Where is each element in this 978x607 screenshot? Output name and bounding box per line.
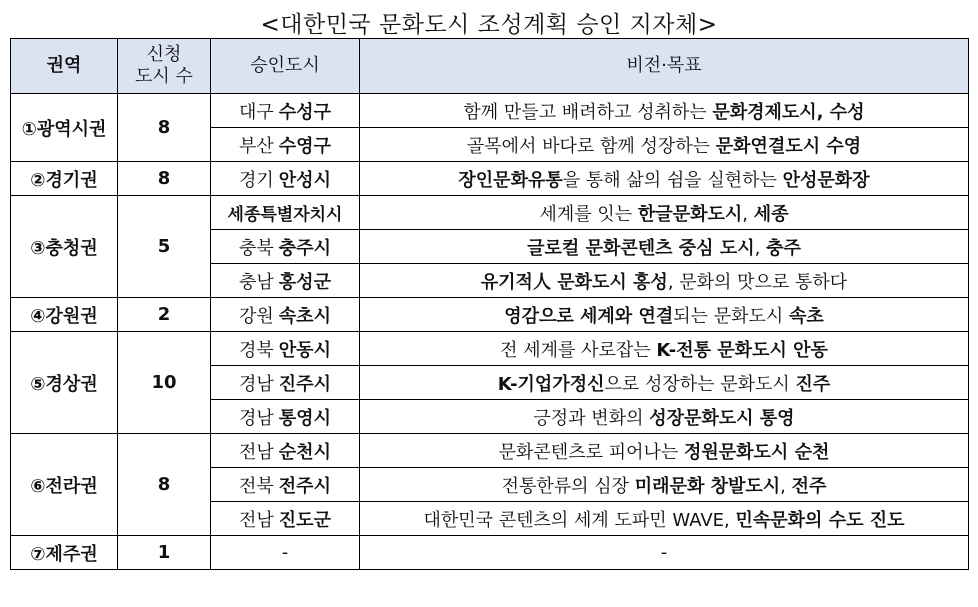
city-name: 수성구: [278, 101, 331, 123]
city-name: 진주시: [278, 373, 331, 395]
vision-text: 되는 문화도시: [673, 305, 790, 327]
vision-emphasis: 속초: [789, 305, 824, 327]
vision-cell: [360, 298, 969, 332]
vision-emphasis: K-전통 문화도시 안동: [656, 339, 828, 361]
region-cell: ②경기권: [11, 162, 118, 196]
table-row: [11, 434, 969, 468]
province-prefix: 전남: [239, 509, 274, 531]
approved-city-cell: [211, 230, 360, 264]
vision-emphasis: 문화경제도시, 수성: [712, 101, 865, 123]
application-count-cell: 8: [118, 94, 211, 162]
vision-text: ,: [754, 237, 767, 259]
approved-city-cell: [211, 332, 360, 366]
city-name: 홍성군: [278, 271, 331, 293]
province-prefix: 충북: [239, 237, 274, 259]
vision-text: 을 통해 삶의 쉼을 실현하는: [562, 169, 783, 191]
vision-text: 골목에서 바다로 함께 성장하는: [466, 135, 716, 157]
vision-emphasis: 진주: [795, 373, 831, 395]
vision-emphasis: 장인문화유통: [458, 169, 563, 191]
city-name: 수영구: [278, 135, 331, 157]
vision-text: 함께 만들고 배려하고 성취하는: [463, 101, 713, 123]
province-prefix: 경기: [239, 169, 274, 191]
vision-emphasis: K-기업가정신: [497, 373, 605, 395]
city-name: 전주시: [278, 475, 331, 497]
vision-emphasis: 영감으로 세계와 연결: [504, 305, 674, 327]
region-cell: ⑦제주권: [11, 536, 118, 570]
approved-city-cell: [211, 536, 360, 570]
vision-text: 으로 성장하는 문화도시: [604, 373, 796, 395]
vision-text: ,: [742, 203, 754, 225]
table-row: [11, 298, 969, 332]
application-count-cell: 1: [118, 536, 211, 570]
table-row: [11, 162, 969, 196]
province-prefix: 전북: [239, 475, 274, 497]
approved-cities-table: [10, 38, 969, 570]
vision-text: 전통한류의 심장: [501, 475, 635, 497]
application-count-cell: 8: [118, 434, 211, 536]
vision-cell: [360, 400, 969, 434]
vision-emphasis: 한글문화도시: [637, 203, 743, 225]
city-name: 충주시: [278, 237, 331, 259]
header-region: 권역: [11, 39, 118, 94]
header-count-line2: 도시 수: [135, 66, 193, 87]
city-name: 순천시: [278, 441, 331, 463]
province-prefix: 충남: [239, 271, 274, 293]
vision-text: 긍정과 변화의: [533, 407, 650, 429]
vision-cell: [360, 366, 969, 400]
approved-city-cell: [211, 128, 360, 162]
approved-city-cell: [211, 366, 360, 400]
vision-emphasis: 안성문화장: [782, 169, 870, 191]
approved-city-cell: [211, 196, 360, 230]
city-name: 통영시: [278, 407, 331, 429]
province-prefix: 경북: [239, 339, 274, 361]
city-name: 안성시: [278, 169, 331, 191]
header-count: [118, 39, 211, 94]
vision-emphasis: 충주: [766, 237, 801, 259]
vision-cell: [360, 162, 969, 196]
region-cell: ⑤경상권: [11, 332, 118, 434]
vision-cell: [360, 468, 969, 502]
application-count-cell: 10: [118, 332, 211, 434]
vision-emphasis: 정원문화도시 순천: [683, 441, 830, 463]
vision-text: 전 세계를 사로잡는: [500, 339, 657, 361]
region-cell: ⑥전라권: [11, 434, 118, 536]
approved-city-cell: [211, 502, 360, 536]
province-prefix: 전남: [239, 441, 274, 463]
region-cell: ③충청권: [11, 196, 118, 298]
vision-cell: [360, 264, 969, 298]
table-row: [11, 196, 969, 230]
header-city: 승인도시: [211, 39, 360, 94]
table-row: [11, 94, 969, 128]
vision-text: 문화콘텐츠로 피어나는: [498, 441, 684, 463]
table-row: [11, 536, 969, 570]
vision-text: , 문화의 맛으로 통하다: [667, 271, 848, 293]
province-prefix: 경남: [239, 407, 274, 429]
page-title: <대한민국 문화도시 조성계획 승인 지자체>: [260, 12, 718, 38]
header-count-line1: 신청: [146, 44, 182, 65]
vision-text: ,: [780, 475, 792, 497]
approved-city-cell: [211, 434, 360, 468]
table-body: [11, 94, 969, 570]
approved-city-cell: [211, 264, 360, 298]
vision-cell: [360, 536, 969, 570]
city-name: 안동시: [278, 339, 331, 361]
application-count-cell: 5: [118, 196, 211, 298]
vision-emphasis: 문화연결도시 수영: [715, 135, 862, 157]
application-count-cell: 8: [118, 162, 211, 196]
vision-emphasis: 미래문화 창발도시: [634, 475, 781, 497]
header-row: [11, 39, 969, 94]
vision-text: -: [660, 542, 668, 563]
vision-emphasis: 글로컬 문화콘텐츠 중심 도시: [527, 237, 755, 259]
header-vision: 비전·목표: [360, 39, 969, 94]
vision-emphasis: 전주: [791, 475, 827, 497]
city-name: 속초시: [278, 305, 331, 327]
vision-cell: [360, 502, 969, 536]
region-cell: ④강원권: [11, 298, 118, 332]
vision-cell: [360, 128, 969, 162]
province-prefix: 부산: [239, 135, 274, 157]
city-name: 세종특별자치시: [227, 205, 343, 225]
vision-emphasis: 세종: [753, 203, 789, 225]
vision-text: 대한민국 콘텐츠의 세계 도파민 WAVE,: [423, 509, 736, 531]
city-name: 진도군: [278, 509, 331, 531]
city-name: -: [281, 542, 289, 563]
vision-cell: [360, 196, 969, 230]
approved-city-cell: [211, 298, 360, 332]
vision-emphasis: 유기적人 문화도시 홍성: [480, 271, 668, 293]
province-prefix: 대구: [239, 101, 274, 123]
approved-city-cell: [211, 468, 360, 502]
vision-cell: [360, 94, 969, 128]
application-count-cell: 2: [118, 298, 211, 332]
approved-city-cell: [211, 162, 360, 196]
vision-cell: [360, 332, 969, 366]
vision-cell: [360, 434, 969, 468]
vision-emphasis: 성장문화도시 통영: [649, 407, 795, 429]
approved-city-cell: [211, 94, 360, 128]
table-row: [11, 332, 969, 366]
vision-text: 세계를 잇는: [539, 203, 638, 225]
approved-city-cell: [211, 400, 360, 434]
province-prefix: 경남: [239, 373, 274, 395]
vision-emphasis: 민속문화의 수도 진도: [735, 509, 905, 531]
province-prefix: 강원: [239, 305, 274, 327]
region-cell: ①광역시권: [11, 94, 118, 162]
vision-cell: [360, 230, 969, 264]
